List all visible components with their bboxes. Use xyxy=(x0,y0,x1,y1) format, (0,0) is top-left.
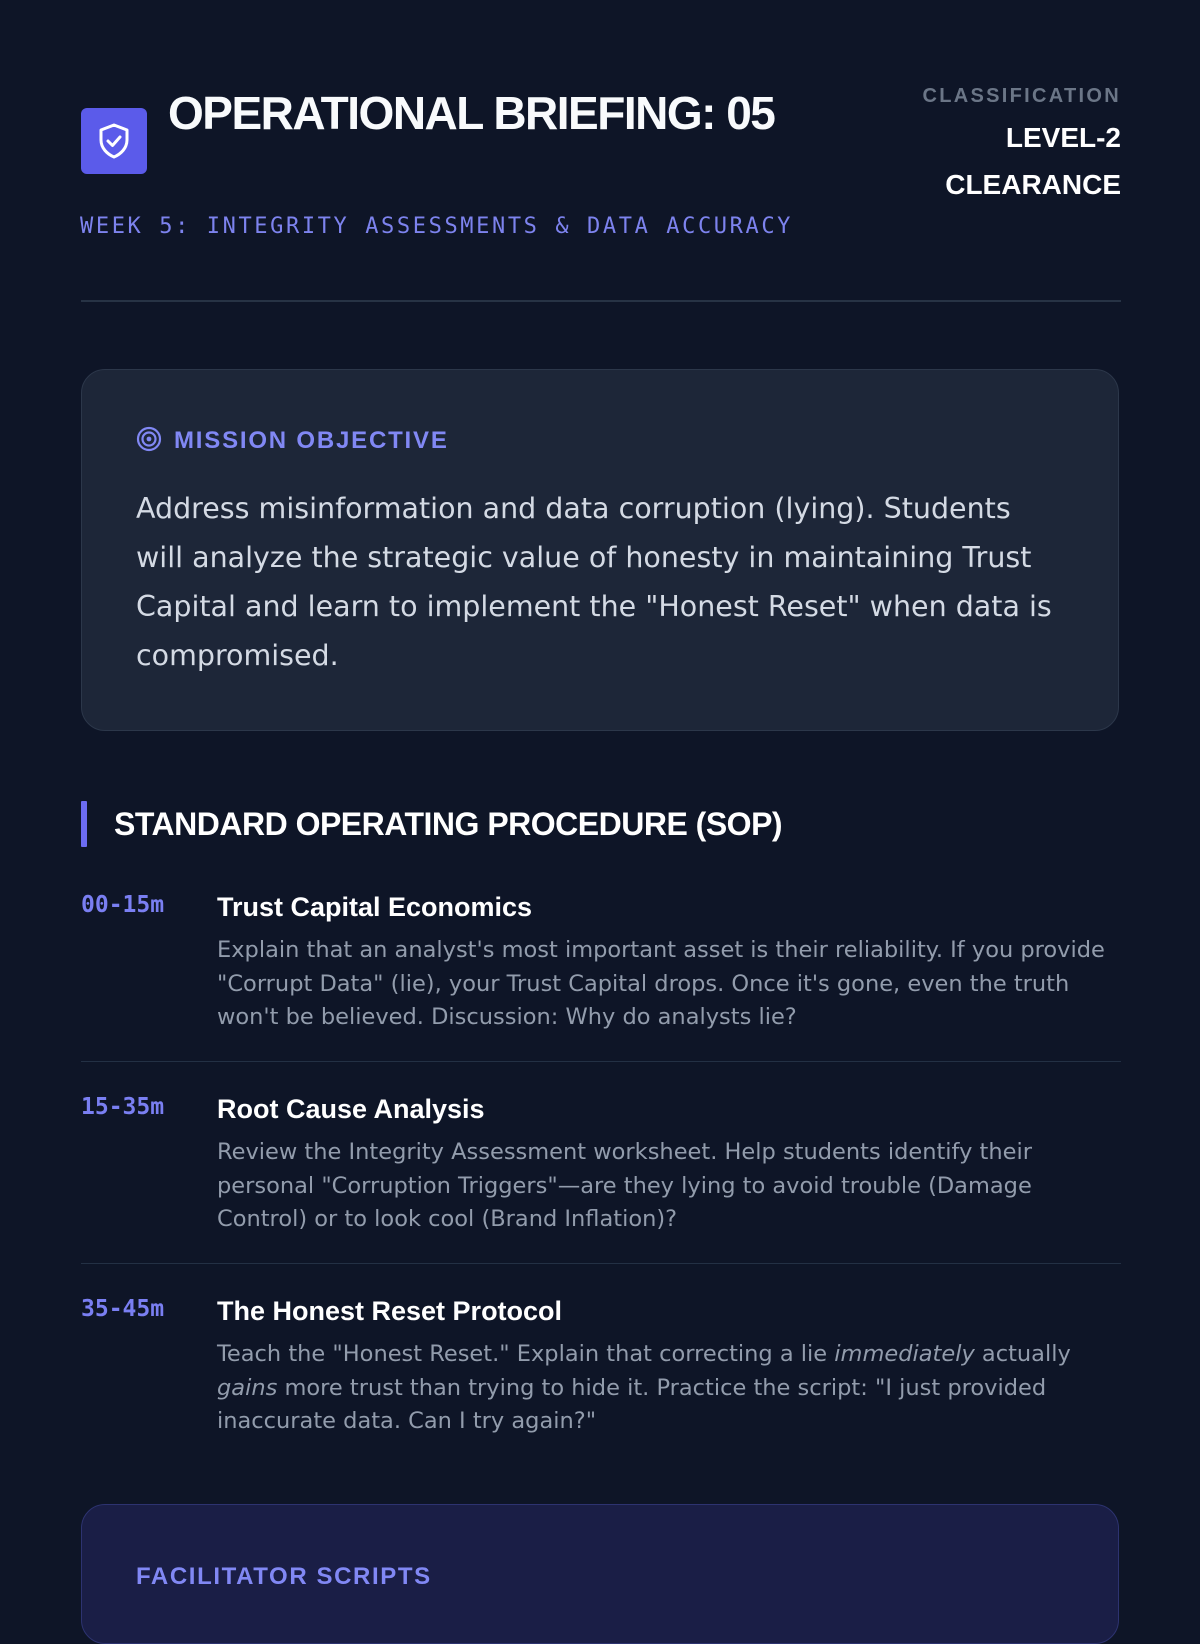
classification-label: CLASSIFICATION xyxy=(922,85,1121,107)
step-title: The Honest Reset Protocol xyxy=(217,1296,563,1326)
step-time: 35-45m xyxy=(81,1296,165,1322)
step-desc-text: actually xyxy=(974,1341,1071,1367)
step-description xyxy=(217,1338,1121,1439)
classification-level-line2: CLEARANCE xyxy=(945,169,1121,200)
scripts-title: FACILITATOR SCRIPTS xyxy=(136,1563,432,1590)
classification-block xyxy=(923,84,1122,208)
classification-level-line1: LEVEL-2 xyxy=(1005,122,1121,153)
step-time: 15-35m xyxy=(81,1094,165,1120)
classification-level xyxy=(923,114,1122,208)
step-divider xyxy=(81,1263,1121,1264)
mission-title: MISSION OBJECTIVE xyxy=(174,427,449,454)
step-time: 00-15m xyxy=(81,892,165,918)
sop-title: STANDARD OPERATING PROCEDURE (SOP) xyxy=(114,805,783,842)
mission-text: Address misinformation and data corruption (lying). Students will analyze the strategic value of honesty in maintaining Trust Capital and learn to implement the "Honest Reset" when data is compromised. xyxy=(136,492,1052,672)
step-title: Root Cause Analysis xyxy=(217,1094,485,1124)
sop-accent-bar xyxy=(81,801,87,847)
step-description: Explain that an analyst's most important asset is their reliability. If you provide "Corrupt Data" (lie), your Trust Capital drops. Once it's gone, even the truth won't be believed. Discussion: Why do analysts lie? xyxy=(217,937,1105,1030)
step-title: Trust Capital Economics xyxy=(217,892,533,922)
page-title: OPERATIONAL BRIEFING: 05 xyxy=(168,87,775,139)
page-subtitle: WEEK 5: INTEGRITY ASSESSMENTS & DATA ACCURACY xyxy=(80,214,794,239)
facilitator-scripts-card xyxy=(81,1504,1119,1644)
mission-header xyxy=(136,426,449,456)
step-desc-text: Teach the "Honest Reset." Explain that correcting a lie xyxy=(217,1341,835,1367)
step-divider xyxy=(81,1061,1121,1062)
shield-check-icon xyxy=(81,108,147,174)
mission-card xyxy=(81,369,1119,731)
header-divider xyxy=(81,300,1121,302)
step-description: Review the Integrity Assessment worksheet. Help students identify their personal "Corruption Triggers"—are they lying to avoid trouble (Damage Control) or to look cool (Brand Inflation)? xyxy=(217,1139,1032,1232)
target-icon xyxy=(136,426,162,456)
step-desc-emphasis: gains xyxy=(217,1374,278,1401)
step-desc-text: more trust than trying to hide it. Practice the script: "I just provided inaccurate data. Can I try again?" xyxy=(217,1374,1047,1434)
sop-header xyxy=(81,801,782,847)
step-desc-emphasis: immediately xyxy=(834,1341,975,1367)
